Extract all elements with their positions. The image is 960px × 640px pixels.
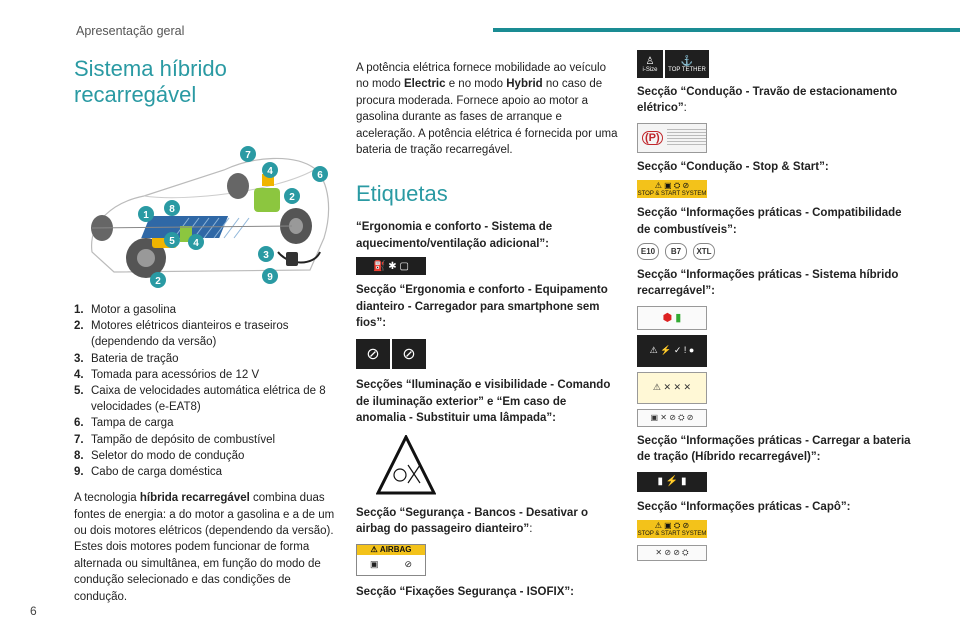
- legend-item: 4. Tomada para acessórios de 12 V: [74, 368, 260, 381]
- hybrid-description: A tecnologia híbrida recarregável combina duas fontes de energia: a do motor a gasolina e a de um ou dois motores elétricos (dependendo da versão). Estes dois motores podem funcionar de forma alternada ou simultânea, em função do modo de condução selecionado e das condições de condução.: [74, 492, 335, 603]
- warning-icon: ⚠: [370, 545, 378, 554]
- no-child-seat-icon: ⊘: [404, 559, 413, 569]
- label-isofix: Secção “Fixações Segurança - ISOFIX”:: [356, 585, 574, 598]
- hybrid-instructions-strip: ▣ ✕ ⊘ ⛭ ⊘: [637, 409, 707, 427]
- warning-icon: ⚠ ▣ ⛭ ⊘: [654, 521, 690, 531]
- callout-2-rear: [284, 188, 300, 204]
- column-hybrid-system: [74, 56, 336, 605]
- etiquetas-title: Etiquetas: [356, 181, 448, 207]
- svg-text:1: 1: [143, 210, 149, 221]
- callout-1: [138, 206, 154, 222]
- callout-6: [312, 166, 328, 182]
- warning-icon: ⚠ ▣ ⛭ ⊘: [654, 181, 690, 191]
- svg-text:9: 9: [267, 272, 273, 283]
- column-labels-continued: [637, 50, 917, 561]
- no-key-icon: ⊘: [392, 339, 426, 369]
- callout-5: [164, 232, 180, 248]
- hybrid-charging-prohibitions: ⚠ ✕ ✕ ✕: [637, 372, 707, 404]
- label-bonnet: Secção “Informações práticas - Capô”:: [637, 500, 851, 513]
- stop-start-icons: [637, 180, 917, 198]
- label-charge-battery: Secção “Informações práticas - Carregar a bateria de tração (Híbrido recarregável)”:: [637, 434, 911, 464]
- label-stop-start: Secção “Condução - Stop & Start”:: [637, 160, 829, 173]
- label-lighting: Secções “Iluminação e visibilidade - Comando de iluminação exterior” e “Em caso de anomalia - Substituir uma lâmpada”:: [356, 379, 611, 425]
- legend-item: 1. Motor a gasolina: [74, 304, 177, 316]
- legend-item: 6. Tampa de carga: [74, 417, 174, 430]
- svg-text:7: 7: [245, 150, 251, 161]
- callout-8: [164, 200, 180, 216]
- legend-item: 2. Motores elétricos dianteiros e traseiros (dependendo da versão): [74, 320, 289, 349]
- legend-item: 5. Caixa de velocidades automática elétrica de 8 velocidades (e-EAT8): [74, 385, 326, 414]
- bonnet-warning-label: ⚠ ▣ ⛭ ⊘ STOP & START SYSTEM: [637, 521, 707, 538]
- top-tether-icon: ⚓ TOP TETHER: [665, 50, 709, 78]
- parking-brake-label: [637, 123, 707, 153]
- fuel-e10-icon: E10: [637, 243, 659, 260]
- heating-label-icons: [356, 257, 618, 275]
- legend-item: 8. Seletor do modo de condução: [74, 449, 245, 462]
- svg-text:5: 5: [169, 236, 175, 247]
- stop-start-warning-label: ⚠ ▣ ⛭ ⊘ STOP & START SYSTEM: [637, 181, 707, 198]
- electric-power-paragraph: A potência elétrica fornece mobilidade ao veículo no modo Electric e no modo Hybrid no caso de procura moderada. Fornece apoio ao motor a gasolina durante as fases de arranque e aceleração. A potência elétrica é fornecida por uma bateria de tração recarregável.: [356, 62, 618, 157]
- hybrid-car-diagram: [74, 142, 336, 292]
- svg-text:2: 2: [289, 192, 295, 203]
- fuel-compatibility-icons: [637, 243, 917, 260]
- callout-4-socket: [188, 234, 204, 250]
- airbag-child-seat-icons: [357, 555, 425, 575]
- legend-list: [74, 302, 336, 480]
- svg-text:8: 8: [169, 204, 175, 215]
- legend-item: 9. Cabo de carga doméstica: [74, 466, 223, 479]
- column-labels: [356, 60, 618, 600]
- svg-text:4: 4: [193, 238, 199, 249]
- airbag-label: [356, 544, 426, 576]
- section-title: [74, 56, 336, 108]
- airbag-warning-strip: ⚠ AIRBAG: [357, 545, 425, 555]
- callout-7: [240, 146, 256, 162]
- parking-brake-icon: (P): [642, 131, 663, 145]
- callout-3: [258, 246, 274, 262]
- isize-seat-icon: ♙ i-Size: [637, 50, 663, 78]
- label-heating: “Ergonomia e conforto - Sistema de aquecimento/ventilação adicional”:: [356, 221, 553, 250]
- parking-brake-text-lines: [667, 129, 706, 147]
- label-airbag: Secção “Segurança - Bancos - Desativar o airbag do passageiro dianteiro”:: [356, 506, 589, 536]
- label-parking-brake: Secção “Condução - Travão de estacionamento elétrico”:: [637, 86, 898, 115]
- isofix-icons: [637, 50, 917, 78]
- hybrid-system-label: [637, 306, 707, 330]
- electric-hazard-icon: ⬢: [662, 312, 673, 325]
- bulb-warning-icon: [376, 435, 436, 497]
- hybrid-warning-icons: ⚠ ⚡ ✓ ! ●: [637, 335, 707, 367]
- child-seat-icon: ▣: [369, 559, 379, 569]
- charge-battery-icons: ▮ ⚡ ▮: [637, 472, 707, 492]
- svg-text:3: 3: [263, 250, 269, 261]
- label-hybrid-system: Secção “Informações práticas - Sistema híbrido recarregável”:: [637, 269, 899, 298]
- wireless-charger-icons: [356, 339, 618, 369]
- header-title: Apresentação geral: [76, 24, 185, 38]
- bonnet-instructions-strip: ✕ ⊘ ⊘ ⛭: [637, 545, 707, 561]
- page-number: 6: [30, 604, 37, 618]
- svg-text:4: 4: [267, 166, 273, 177]
- plug-icon: ▮: [675, 312, 682, 325]
- bonnet-icons: [637, 520, 917, 538]
- legend-item: 3. Bateria de tração: [74, 352, 179, 365]
- section-title-line-2: recarregável: [74, 82, 197, 107]
- callout-2-front: [150, 272, 166, 288]
- label-fuel-compatibility: Secção “Informações práticas - Compatibilidade de combustíveis”:: [637, 207, 902, 236]
- svg-text:2: 2: [155, 276, 161, 287]
- no-card-icon: ⊘: [356, 339, 390, 369]
- section-title-line-1: Sistema híbrido: [74, 56, 227, 81]
- fuel-b7-icon: B7: [665, 243, 687, 260]
- header-bar: [493, 28, 960, 32]
- label-wireless-charger: Secção “Ergonomia e conforto - Equipamento dianteiro - Carregador para smartphone sem fios”:: [356, 284, 608, 330]
- legend-item: 7. Tampão de depósito de combustível: [74, 433, 276, 446]
- fuel-xtl-icon: XTL: [693, 243, 715, 260]
- callout-9: [262, 268, 278, 284]
- svg-text:6: 6: [317, 170, 323, 181]
- fuel-heater-icon: ⛽ ✱ ▢: [356, 257, 426, 275]
- callout-4: [262, 162, 278, 178]
